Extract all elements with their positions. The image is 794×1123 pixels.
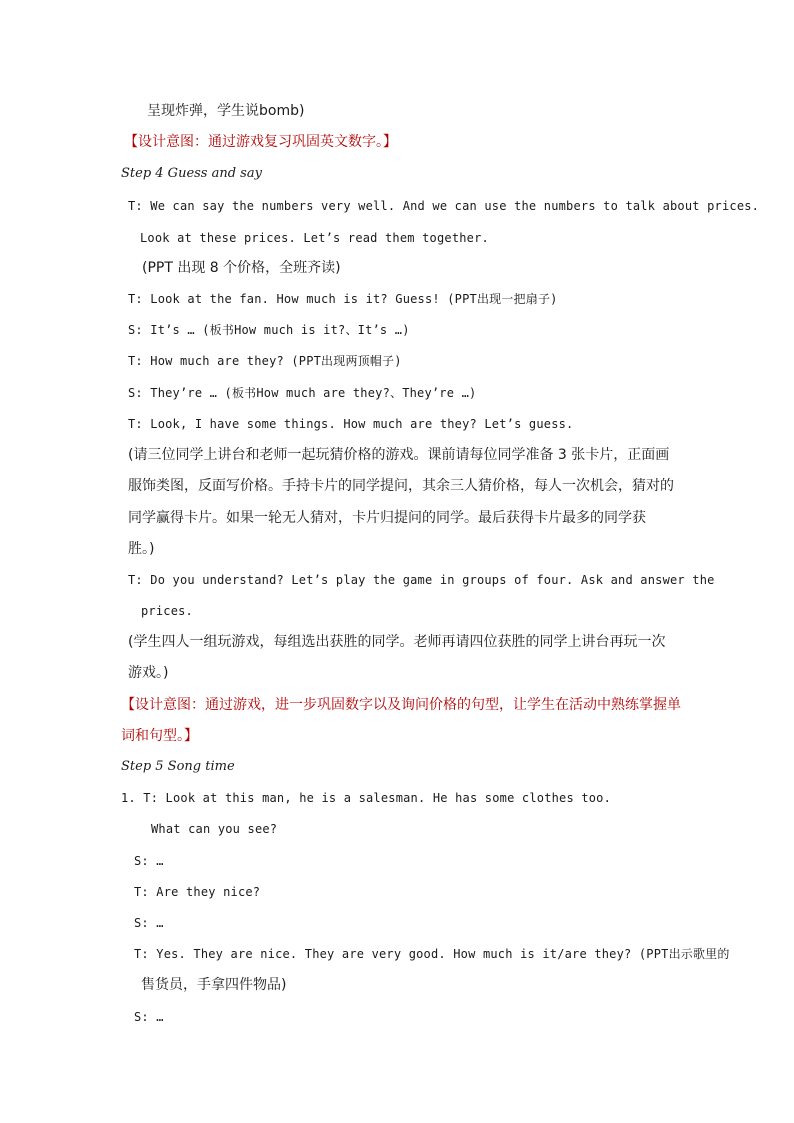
design-intent-note: 【设计意图：通过游戏，进一步巩固数字以及询问价格的句型，让学生在活动中熟练掌握单 bbox=[121, 697, 681, 713]
section-heading: Step 4 Guess and say bbox=[121, 166, 262, 181]
design-intent-note: 【设计意图：通过游戏复习巩固英文数字。】 bbox=[124, 134, 397, 150]
dialogue-line: S: … bbox=[134, 854, 164, 868]
section-heading: Step 5 Song time bbox=[121, 759, 235, 774]
dialogue-line: T: Are they nice? bbox=[134, 885, 261, 899]
dialogue-line: T: Look at the fan. How much is it? Guess! (PPT出现一把扇子) bbox=[128, 292, 558, 306]
dialogue-line: T: Look, I have some things. How much are they? Let’s guess. bbox=[128, 417, 574, 431]
text-line: 售货员，手拿四件物品) bbox=[141, 977, 287, 993]
text-line: (PPT 出现 8 个价格，全班齐读) bbox=[142, 260, 341, 276]
dialogue-line: S: … bbox=[134, 1010, 164, 1024]
dialogue-line: What can you see? bbox=[151, 822, 278, 836]
dialogue-line: prices. bbox=[141, 604, 193, 618]
text-line: 胜。) bbox=[128, 541, 155, 557]
dialogue-line: T: How much are they? (PPT出现两顶帽子) bbox=[128, 354, 402, 368]
text-line: 游戏。) bbox=[128, 665, 169, 681]
text-line: (请三位同学上讲台和老师一起玩猜价格的游戏。课前请每位同学准备 3 张卡片，正面画 bbox=[128, 447, 670, 463]
text-line: 服饰类图，反面写价格。手持卡片的同学提问，其余三人猜价格，每人一次机会，猜对的 bbox=[128, 478, 674, 494]
dialogue-line: T: Do you understand? Let’s play the game in groups of four. Ask and answer the bbox=[128, 573, 715, 587]
dialogue-line: T: Yes. They are nice. They are very good. How much is it/are they? (PPT出示歌里的 bbox=[134, 947, 730, 961]
dialogue-line: Look at these prices. Let’s read them together. bbox=[140, 231, 489, 245]
dialogue-line: T: We can say the numbers very well. And we can use the numbers to talk about prices. bbox=[128, 199, 760, 213]
dialogue-line: S: They’re … (板书How much are they?、They’re …) bbox=[128, 386, 477, 400]
text-line: 同学赢得卡片。如果一轮无人猜对，卡片归提问的同学。最后获得卡片最多的同学获 bbox=[128, 510, 646, 526]
dialogue-line: 1. T: Look at this man, he is a salesman. He has some clothes too. bbox=[121, 791, 612, 805]
design-intent-note: 词和句型。】 bbox=[121, 728, 198, 744]
dialogue-line: S: It’s … (板书How much is it?、It’s …) bbox=[128, 323, 410, 337]
text-line: 呈现炸弹，学生说bomb) bbox=[147, 103, 305, 119]
text-line: (学生四人一组玩游戏，每组选出获胜的同学。老师再请四位获胜的同学上讲台再玩一次 bbox=[128, 634, 666, 650]
dialogue-line: S: … bbox=[134, 916, 164, 930]
